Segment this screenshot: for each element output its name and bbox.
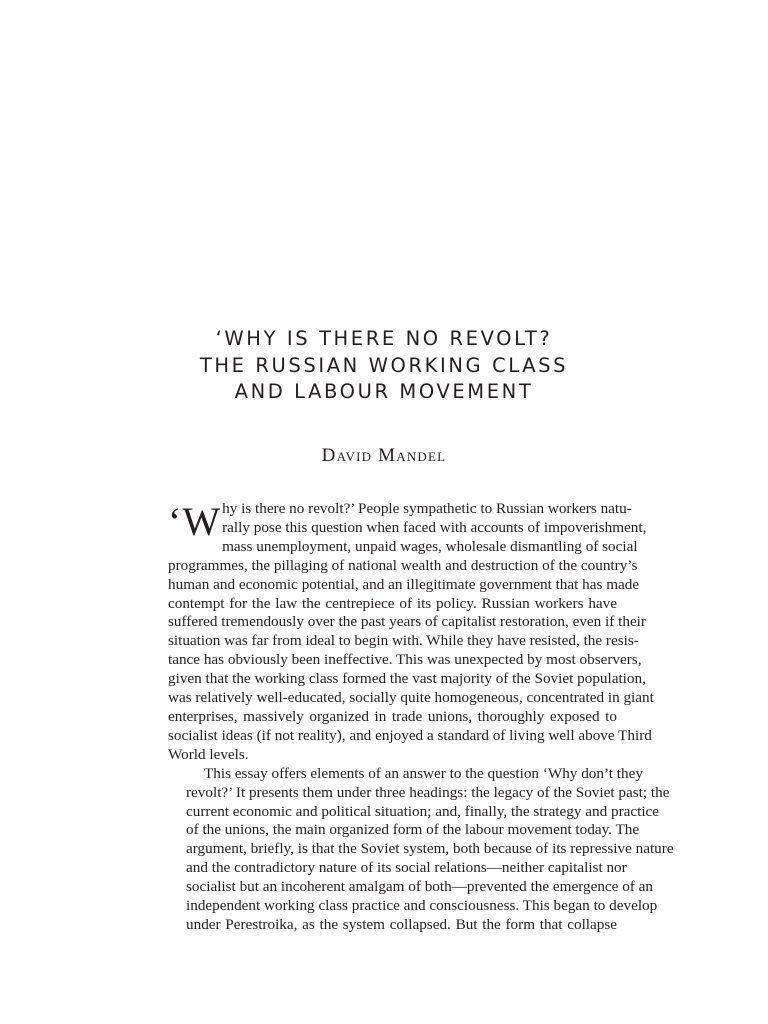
text-line: of the unions, the main organized form of the labour movement today. The: [186, 821, 640, 839]
paragraph-2: [168, 764, 674, 935]
text-line: revolt?’ It presents them under three headings: the legacy of the Soviet past; the: [186, 783, 670, 801]
text-line: contempt for the law the centrepiece of its policy. Russian workers have: [168, 594, 617, 612]
text-line: suffered tremendously over the past years of capitalist restoration, even if their: [168, 613, 646, 631]
text-line: was relatively well-educated, socially quite homogeneous, concentrated in giant: [168, 689, 654, 707]
text-line: tance has obviously been ineffective. This was unexpected by most observers,: [168, 651, 642, 669]
text-line: independent working class practice and consciousness. This began to develop: [186, 897, 658, 915]
text-line: rally pose this question when faced with accounts of impoverishment,: [222, 518, 647, 536]
text-line: socialist but an incoherent amalgam of both—prevented the emergence of an: [186, 878, 653, 896]
text-line: argument, briefly, is that the Soviet system, both because of its repressive nature: [186, 840, 674, 858]
text-line: This essay offers elements of an answer to the question ‘Why don’t they: [204, 764, 643, 782]
paragraph-1: [168, 499, 654, 765]
text-line: enterprises, massively organized in trade unions, thoroughly exposed to: [168, 707, 617, 725]
dropcap-quote: ‘: [168, 499, 182, 544]
text-line: and the contradictory nature of its social relations—neither capitalist nor: [186, 859, 627, 877]
text-line: programmes, the pillaging of national wealth and destruction of the country’s: [168, 556, 638, 574]
title-line-3: AND LABOUR MOVEMENT: [234, 380, 534, 403]
author-name: David Mandel: [321, 445, 447, 466]
text-line: World levels.: [168, 745, 249, 763]
title-line-2: THE RUSSIAN WORKING CLASS: [199, 353, 569, 377]
text-line: socialist ideas (if not reality), and enjoyed a standard of living well above Third: [168, 726, 652, 744]
dropcap-letter: W: [182, 499, 221, 544]
text-line: given that the working class formed the vast majority of the Soviet population,: [168, 670, 646, 688]
title-line-1: ‘WHY IS THERE NO REVOLT?: [215, 327, 553, 350]
article-title: [0, 326, 768, 406]
text-line: hy is there no revolt?’ People sympathetic to Russian workers natu-: [222, 500, 632, 517]
text-line: situation was far from ideal to begin with. While they have resisted, the resis-: [168, 632, 639, 650]
text-line: mass unemployment, unpaid wages, wholesale dismantling of social: [222, 537, 638, 555]
text-line: current economic and political situation; and, finally, the strategy and practice: [186, 802, 660, 820]
text-line: human and economic potential, and an illegitimate government that has made: [168, 575, 640, 593]
text-line: under Perestroika, as the system collapsed. But the form that collapse: [186, 915, 617, 933]
article-body: [168, 499, 674, 935]
